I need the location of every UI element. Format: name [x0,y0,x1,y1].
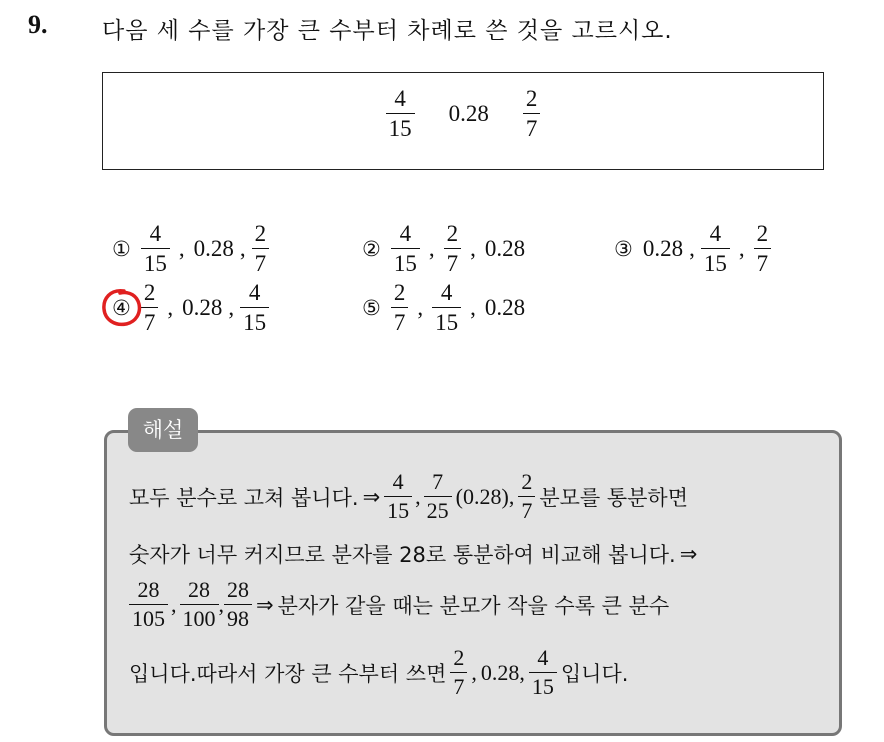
choice-5-frac-1: $\frac{2}{7}$ [391,281,409,334]
implies-arrow: ⇒ [256,592,274,617]
given-numbers-box [102,72,824,170]
given-fraction-2: $\frac{2}{7}$ [523,87,541,140]
choice-4-frac-2: $\frac{4}{15}$ [240,281,269,334]
choice-5-frac-2: $\frac{4}{15}$ [432,281,461,334]
choice-5[interactable]: ⑤ $\frac{2}{7}$ , $\frac{4}{15}$ , 0.28 [362,280,526,335]
choice-1[interactable]: ① $\frac{4}{15}$ , 0.28 , $\frac{2}{7}$ [112,222,269,275]
choice-3-frac-2: $\frac{2}{7}$ [754,222,772,275]
choice-1-mark: ① [112,236,131,261]
question-number: 9. [28,10,48,39]
choice-4-mark: ④ [112,295,131,320]
choice-2[interactable]: ② $\frac{4}{15}$ , $\frac{2}{7}$ , 0.28 [362,221,526,276]
choice-4[interactable]: ④ $\frac{2}{7}$ , 0.28 , $\frac{4}{15}$ [112,281,269,334]
solution-box [104,430,842,736]
question-text: 다음 세 수를 가장 큰 수부터 차례로 쓴 것을 고르시오. [102,18,673,44]
choice-2-mark: ② [362,236,381,261]
given-decimal: 0.28 [448,100,489,126]
solution-tab: 해설 [128,408,198,452]
solution-line-3: $\frac{28}{105}$ , $\frac{28}{100}$ , $\frac{28}{98}$ ⇒ 분자가 같을 때는 분모가 작을 수록 큰 분수 [129,579,669,630]
choice-5-decimal: 0.28 [484,294,526,320]
choice-2-decimal: 0.28 [484,235,526,261]
choice-4-decimal: 0.28 [182,294,223,320]
implies-arrow: ⇒ [679,542,698,566]
choice-2-frac-1: $\frac{4}{15}$ [391,222,420,275]
implies-arrow: ⇒ [362,484,381,509]
given-fraction-1: $\frac{4}{15}$ [386,87,415,140]
choice-1-frac-2: $\frac{2}{7}$ [252,222,270,275]
choice-5-mark: ⑤ [362,295,381,320]
choice-1-decimal: 0.28 [193,235,234,261]
solution-line-2: 숫자가 너무 커지므로 분자를 28로 통분하여 비교해 봅니다. ⇒ [129,542,698,567]
choice-3-frac-1: $\frac{4}{15}$ [701,222,730,275]
choice-2-frac-2: $\frac{2}{7}$ [444,222,462,275]
choice-3[interactable]: ③ 0.28 , $\frac{4}{15}$ , $\frac{2}{7}$ [614,222,771,275]
solution-line-1: 모두 분수로 고쳐 봅니다. ⇒ $\frac{4}{15}$ , $\frac{7}{25}$ (0.28), $\frac{2}{7}$ 분모를 통분하면 [129,469,689,523]
solution-line-4: 입니다.따라서 가장 큰 수부터 쓰면 $\frac{2}{7}$ , 0.28, $\frac{4}{15}$ 입니다. [129,645,629,699]
choice-4-frac-1: $\frac{2}{7}$ [141,281,159,334]
choice-3-decimal: 0.28 [642,235,684,261]
choice-3-mark: ③ [614,236,633,261]
choice-1-frac-1: $\frac{4}{15}$ [141,222,170,275]
